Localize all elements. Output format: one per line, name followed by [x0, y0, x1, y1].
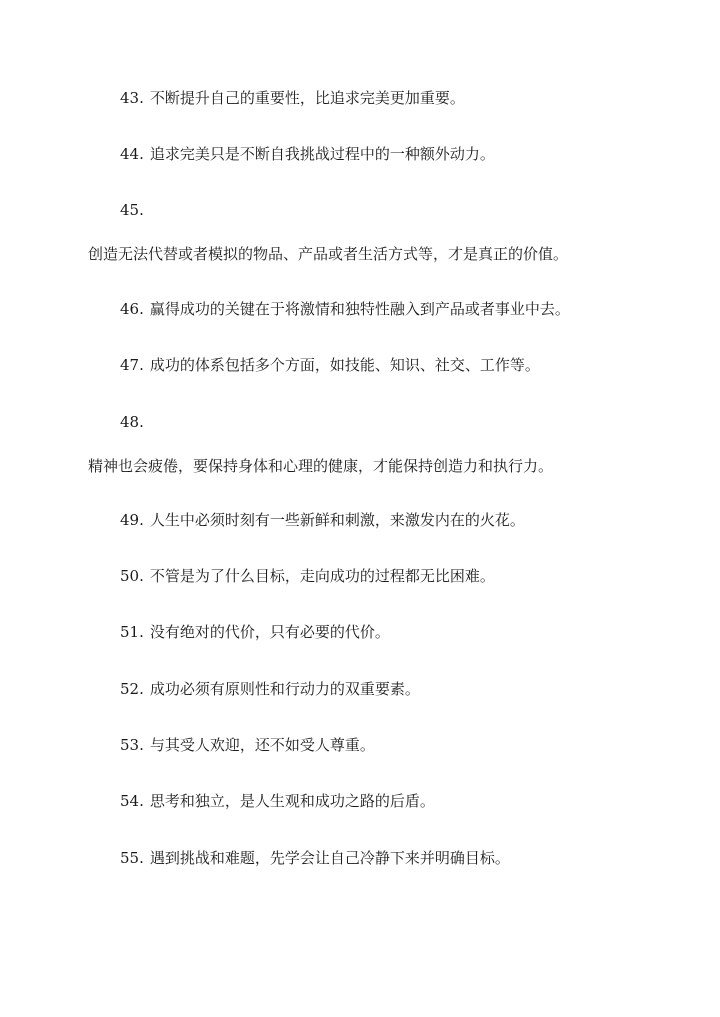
item-number: 49. — [120, 511, 144, 529]
item-text: 与其受人欢迎，还不如受人尊重。 — [149, 736, 375, 754]
item-text: 追求完美只是不断自我挑战过程中的一种额外动力。 — [149, 145, 495, 163]
item-text: 没有绝对的代价，只有必要的代价。 — [149, 623, 390, 641]
item-text: 创造无法代替或者模拟的物品、产品或者生活方式等，才是真正的价值。 — [88, 245, 569, 263]
item-number: 47. — [120, 356, 144, 374]
item-number: 43. — [120, 89, 144, 107]
item-text: 成功必须有原则性和行动力的双重要素。 — [149, 680, 420, 698]
item-text: 精神也会疲倦，要保持身体和心理的健康，才能保持创造力和执行力。 — [88, 457, 554, 475]
item-number: 54. — [120, 792, 144, 810]
item-number: 51. — [120, 623, 144, 641]
item-number: 46. — [120, 300, 144, 318]
item-text: 赢得成功的关键在于将激情和独特性融入到产品或者事业中去。 — [149, 300, 570, 318]
item-text: 遇到挑战和难题，先学会让自己冷静下来并明确目标。 — [149, 849, 510, 867]
item-text: 人生中必须时刻有一些新鲜和刺激，来激发内在的火花。 — [149, 511, 525, 529]
item-text: 成功的体系包括多个方面，如技能、知识、社交、工作等。 — [149, 356, 540, 374]
item-number: 52. — [120, 680, 144, 698]
item-number: 55. — [120, 849, 144, 867]
item-text: 不断提升自己的重要性，比追求完美更加重要。 — [149, 89, 465, 107]
item-text: 思考和独立，是人生观和成功之路的后盾。 — [149, 792, 435, 810]
item-number: 45. — [120, 201, 144, 219]
item-number: 53. — [120, 736, 144, 754]
item-number: 44. — [120, 145, 144, 163]
item-number: 50. — [120, 567, 144, 585]
item-text: 不管是为了什么目标，走向成功的过程都无比困难。 — [149, 567, 495, 585]
item-number: 48. — [120, 413, 144, 431]
